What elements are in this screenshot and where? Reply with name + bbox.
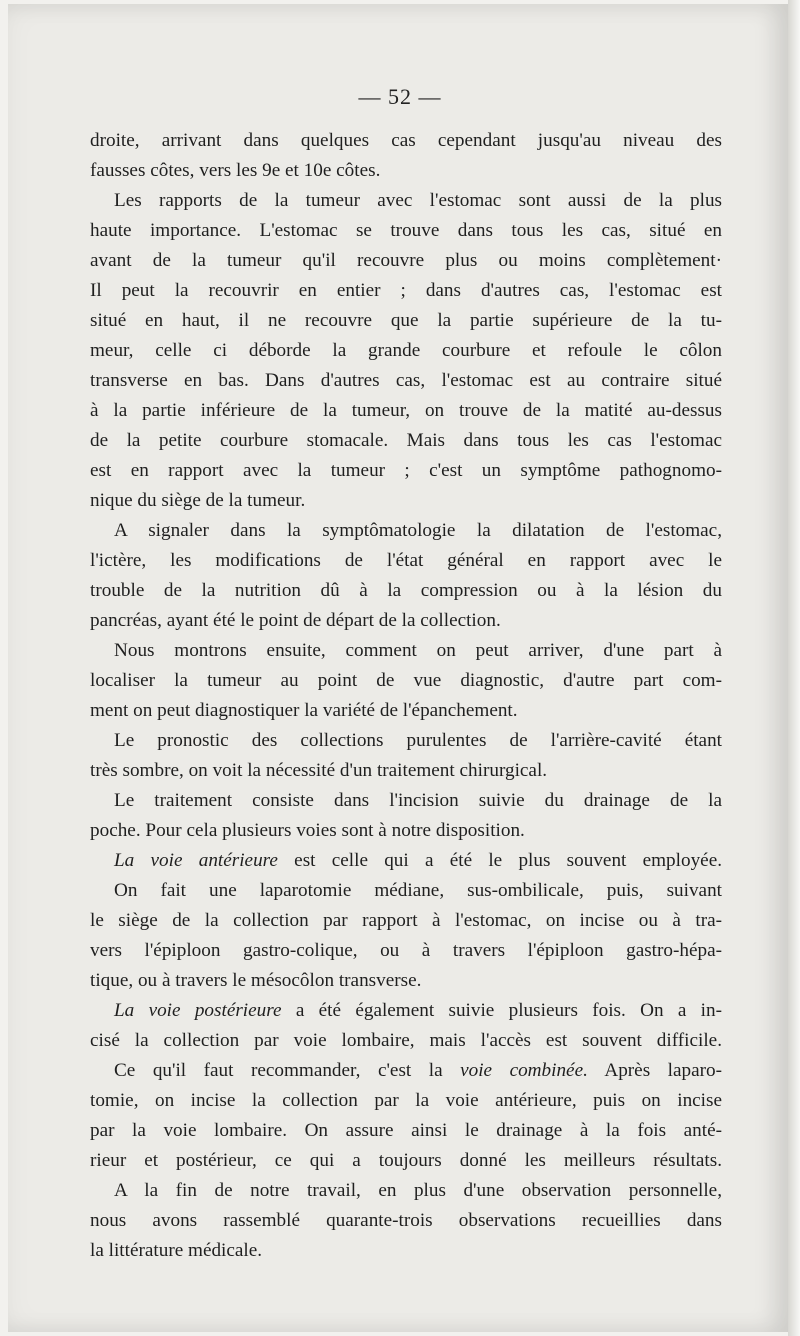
text-line: Les rapports de la tumeur avec l'estomac sont aussi de la plus [114,190,722,211]
text-line: Nous montrons ensuite, comment on peut arriver, d'une part à [114,640,722,661]
text-line: tique, ou à travers le mésocôlon transverse. [90,970,422,991]
text-fragment: est celle qui a été le plus souvent employée. [277,850,723,871]
text-line: nique du siège de la tumeur. [90,490,306,511]
text-line: nous avons rassemblé quarante-trois observations recueillies dans [90,1210,722,1231]
text-line: très sombre, on voit la nécessité d'un traitement chirurgical. [90,760,548,781]
page-edge [788,0,800,1336]
text-line: poche. Pour cela plusieurs voies sont à notre disposition. [90,820,525,841]
text-fragment: Après laparo- [587,1060,722,1081]
text-line [90,846,722,876]
text-line: vers l'épiploon gastro-colique, ou à travers l'épiploon gastro-hépa- [90,940,722,961]
italic-phrase: La voie antérieure [114,850,278,871]
text-line: ment on peut diagnostiquer la variété de l'épanchement. [90,700,518,721]
text-line: est en rapport avec la tumeur ; c'est un symptôme pathognomo- [90,460,722,481]
text-line: par la voie lombaire. On assure ainsi le drainage à la fois anté- [90,1120,722,1141]
text-line: tomie, on incise la collection par la voie antérieure, puis on incise [90,1090,722,1111]
text-line: situé en haut, il ne recouvre que la partie supérieure de la tu- [90,310,722,331]
text-line: trouble de la nutrition dû à la compression ou à la lésion du [90,580,722,601]
italic-phrase: La voie postérieure [114,1000,282,1021]
text-line: transverse en bas. Dans d'autres cas, l'estomac est au contraire situé [90,370,722,391]
text-line: A signaler dans la symptômatologie la dilatation de l'estomac, [114,520,722,541]
text-line: l'ictère, les modifications de l'état général en rapport avec le [90,550,722,571]
text-fragment: Ce qu'il faut recommander, c'est la [114,1060,461,1081]
page-number: — 52 — [358,84,442,109]
text-line: cisé la collection par voie lombaire, mais l'accès est souvent difficile. [90,1030,722,1051]
text-line: pancréas, ayant été le point de départ de la collection. [90,610,501,631]
text-line: de la petite courbure stomacale. Mais dans tous les cas l'estomac [90,430,722,451]
text-line: haute importance. L'estomac se trouve dans tous les cas, situé en [90,220,722,241]
text-line: Il peut la recouvrir en entier ; dans d'autres cas, l'estomac est [90,280,722,301]
italic-phrase: voie combinée. [460,1060,588,1081]
text-line: droite, arrivant dans quelques cas cependant jusqu'au niveau des [90,130,722,151]
text-line [90,996,722,1026]
text-fragment: a été également suivie plusieurs fois. On a in- [281,1000,722,1021]
text-line: localiser la tumeur au point de vue diagnostic, d'autre part com- [90,670,722,691]
text-line: Le pronostic des collections purulentes de l'arrière-cavité étant [114,730,722,751]
text-line: Le traitement consiste dans l'incision suivie du drainage de la [114,790,722,811]
text-line: la littérature médicale. [90,1240,263,1261]
text-line: meur, celle ci déborde la grande courbure et refoule le côlon [90,340,722,361]
text-line: avant de la tumeur qu'il recouvre plus ou moins complètement· [90,250,722,271]
body-text [90,126,722,1266]
text-line: A la fin de notre travail, en plus d'une observation personnelle, [114,1180,722,1201]
text-line [90,1056,722,1086]
text-line: fausses côtes, vers les 9e et 10e côtes. [90,160,381,181]
text-line: On fait une laparotomie médiane, sus-ombilicale, puis, suivant [114,880,722,901]
text-line: le siège de la collection par rapport à l'estomac, on incise ou à tra- [90,910,722,931]
text-line: rieur et postérieur, ce qui a toujours donné les meilleurs résultats. [90,1150,722,1171]
text-line: à la partie inférieure de la tumeur, on trouve de la matité au-dessus [90,400,722,421]
